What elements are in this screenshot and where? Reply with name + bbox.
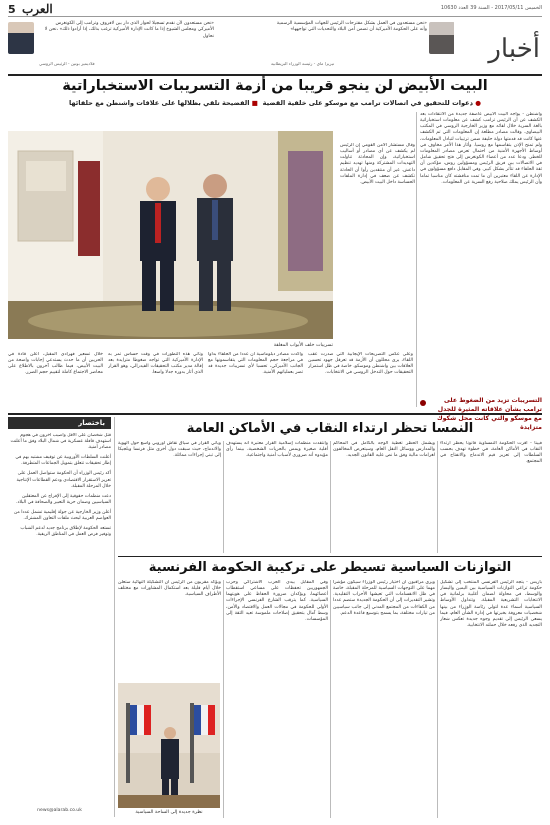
article3-column: ويرى مراقبون أن اختيار رئيس الوزراء سيكون مؤشرا مهما على التوجهات السياسية للمرحلة المقبلة، خاصة في ظل الانقسامات التي تعيشها الأحزاب التقليدية. وتشير التقديرات إلى أن الحكومة الجديدة ستضم عددا من الكفاءات من المجتمع المدني إلى جانب سياسيين من تيارات مختلفة، بما يسمح بتوسيع قاعدة الدعم. [333,580,435,616]
section-title: أخبار [488,34,540,64]
article2-column: فيينا - أقرت الحكومة النمساوية قانونا يحظر ارتداء النقاب في الأماكن العامة، في خطوة تهدف بحسب السلطات إلى تعزيز قيم الاندماج والانفتاح في المجتمع. [440,441,542,465]
pullquote-marker-icon [420,400,426,406]
contact-email[interactable]: news@alarab.co.uk [37,808,82,813]
column-divider [330,441,331,553]
page-header [8,3,542,17]
article3-photo [118,683,220,808]
portrait-left-avatar [8,22,34,54]
column-divider [416,112,417,407]
article2-headline: النمسا تحظر ارتداء النقاب في الأماكن العامة [186,421,474,436]
page-number: 5 [8,3,16,16]
column-divider [114,417,115,817]
article1-photo [8,131,333,339]
column-divider [330,580,331,818]
divider [8,413,542,415]
column-divider [223,580,224,818]
sidebar-title: باختصار [8,417,111,429]
article1-bottom-column: وأكدت مصادر دبلوماسية أن عددا من الحلفاء بدأوا في مراجعة حجم المعلومات التي يتقاسمونها مع الجانب الأميركي، تحسبا لأي تسريبات جديدة قد تضر بعملياتهم الأمنية. [208,352,303,376]
article3-column: وفي المقابل يبدي الحزب الاشتراكي وحزب الجمهوريين تحفظات على مساعي استقطاب أعضائهما، ويؤكدان ضرورة الحفاظ على هويتهما السياسية. كما يترقب الشارع الفرنسي الإجراءات الأولى للحكومة في مجالات العمل والاقتصاد والأمن، وسط آمال بتحقيق إصلاحات ملموسة تعيد الثقة إلى المؤسسات. [226,580,328,622]
article1-column-mid: وقال مستشار الأمن القومي إن الرئيس لم يكشف عن أي مصادر أو أساليب استخباراتية، وإن المحادثة تناولت التهديدات المشتركة ومنها تهديد تنظيم داعش. غير أن منتقدين رأوا أن الحادثة تكشف عن ضعف في إدارة الملفات الحساسة داخل البيت الأبيض. [340,143,415,185]
quote-right-name: تيريزا ماي - رئيسة الوزراء البريطانية [271,60,335,66]
brief-item: تستعد الحكومة لإطلاق برنامج جديد لدعم الشباب وتوفير فرص العمل في المناطق الريفية. [20,526,111,538]
article1-subhead-b: الفضيحة تلقي بظلالها على علاقات واشنطن مع حلفائها [68,99,250,107]
sidebar-briefs [8,433,111,818]
bullet-icon: ■ [251,99,259,107]
divider [118,556,542,557]
brief-item: أكد رئيس الوزراء أن الحكومة ستواصل العمل على تعزيز الاستقرار الاقتصادي ودعم القطاعات الإنتاجية خلال المرحلة المقبلة. [16,471,111,489]
quote-left-name: فلاديمير بوتين - الرئيس الروسي [39,60,95,66]
article1-photo-caption: تسريبات خلف الأبواب المغلقة [273,343,333,348]
article1-bottom-column: وتأتي هذه التطورات في وقت حساس تمر به الإدارة الأميركية التي تواجه ضغوطا متزايدة بعد إقالة مدير مكتب التحقيقات الفيدرالي، وهو القرار الذي أثار بدوره جدلا واسعا. [108,352,203,376]
quote-left [8,20,214,72]
article2-column: ويشمل الحظر تغطية الوجه بالكامل في المحاكم والمدارس ووسائل النقل العام، وسيتعرض المخالفون لغرامات مالية وفق ما نص عليه القانون الجديد. [333,441,435,459]
quote-left-text: «نحن مستعدون لأن نقدم تسجيلا لحوار الذي دار بين لافروف وترامب إلى الكونغرس الأميركي ومجلس الشيوخ إذا ما كانت الإدارة الأميركية ترغب بذلك، إذا أرادوا ذلك» ،نحن لا نحاول [44,21,214,39]
article1-pullquote: التسريبات تزيد من الضغوط على ترامب بشأن علاقاته المثيرة للجدل مع موسكو والتي كانت محل شكوك متزايدة [436,397,542,431]
column-divider [437,580,438,818]
brief-item: دعت منظمات حقوقية إلى الإفراج عن المعتقلين السياسيين وضمان حرية التعبير والصحافة في البلاد. [16,493,111,505]
article1-headline: البيت الأبيض لن ينجو قريبا من أزمة التسريبات الاستخباراتية [62,78,488,94]
article3-headline: التوازنات السياسية تسيطر على تركيبة الحكومة الفرنسية [148,560,512,575]
article1-bottom-column: خلال تسعير فهرادي المقبل، أعلن قادة في الحزبين أن ما حدث يستدعي إجابات واضحة من البيت الأبيض، فيما طالب آخرون بالاطلاع على محاضر الاجتماع كاملة لتقييم حجم الضرر. [8,352,103,376]
article3-column: ويؤكد مقربون من الرئيس أن التشكيلة النهائية ستعلن خلال أيام قليلة بعد استكمال المشاورات مع مختلف الأطراف السياسية. [118,580,221,598]
article2-column: وانتقدت منظمات إسلامية القرار معتبرة أنه يستهدف أقلية صغيرة ويمس بالحريات الشخصية، بينما رأى مؤيدوه أنه ضروري لأسباب أمنية واجتماعية. [226,441,328,459]
portrait-right-avatar [429,22,454,54]
column-divider [437,441,438,553]
column-divider [223,441,224,553]
brief-item: أعلن وزير الخارجية عن جولة إقليمية تشمل عددا من العواصم العربية لبحث ملفات التعاون المشترك. [13,509,111,522]
article3-column: باريس - يتجه الرئيس الفرنسي المنتخب إلى تشكيل حكومة تراعي التوازنات السياسية بين اليمين واليسار والوسط، في محاولة لضمان أغلبية برلمانية في الانتخابات التشريعية المقبلة. وتتداول الأوساط السياسية أسماء عدة لتولي رئاسة الوزراء من بينها شخصيات معروفة بخبرتها في إدارة الشأن العام، فيما يسعى الرئيس إلى تقديم وجوه جديدة تعكس شعار التجديد الذي رفعه خلال حملته الانتخابية. [440,580,542,629]
newspaper-logo: العرب [22,2,53,16]
quote-right-text: «نحن مستعدون في العمل بشكل مقترحات الرئيس للجهات المؤسسية الرسمية وأنه على الحكومة الأميركية أن تضمن أمن البلاد والتحديات التي تواجهها» [276,21,427,33]
article1-subhead-a: دعوات للتحقيق في اتصالات ترامب مع موسكو على خلفية القضية [262,99,473,107]
brief-item: قتل شخصان على الأقل وأصيب آخرون في هجوم استهدف قافلة عسكرية في شمال البلاد وفق ما أعلنت مصادر أمنية. [10,433,111,451]
article2-column: ويأتي القرار في سياق نقاش أوروبي واسع حول الهوية والاندماج، حيث سبقت دول أخرى مثل فرنسا وبلجيكا إلى تبني إجراءات مماثلة. [118,441,221,459]
bullet-icon: ● [475,99,482,107]
issue-line: الخميس 2017/05/11 - السنة 39 العدد 10630 [440,5,542,11]
divider [8,74,542,76]
article1-column-right: واشنطن - يواجه البيت الأبيض عاصفة جديدة من الانتقادات بعد الكشف عن أن الرئيس ترامب كشف عن معلومات استخباراتية بالغة السرية خلال لقائه مع وزير الخارجية الروسي في المكتب البيضاوي. وقالت مصادر مطلعة إن المعلومات التي تم الكشف عنها كانت قد قدمتها دولة حليفة ضمن ترتيبات لتبادل المعلومات، ولم تمنح الإذن بتقاسمها مع روسيا. وأثار هذا الأمر مخاوف في أوساط الأجهزة الأمنية من احتمال تعرض مصادر المعلومات للخطر. ودعا عدد من أعضاء الكونغرس إلى فتح تحقيق شامل في الاتصالات بين فريق الرئيس ومسؤولين روس، مؤكدين أن ثقة الحلفاء قد تتأثر بشكل كبير. وفي المقابل دافع مسؤولون في الإدارة عن اللقاء معتبرين أن ما تمت مناقشته كان مناسبا تماما وأن الرئيس يملك صلاحية رفع السرية عن المعلومات. [420,112,542,185]
quote-strip [8,20,542,72]
podium-photo-illustration [118,683,220,808]
article1-subheads [8,99,542,107]
quote-right [271,20,454,72]
meeting-photo-illustration [8,131,333,339]
brief-item: أعلنت السلطات الأوروبية عن توقيف مشتبه بهم في إطار تحقيقات تتعلق بتمويل الجماعات المتطرفة. [15,455,111,467]
article3-photo-caption: نظرة جديدة إلى الساحة السياسية [135,810,203,815]
article1-bottom-column: وعلى عكس التصريحات الإيجابية التي صدرت عقب اللقاء، يرى محللون أن الأزمة قد تعرقل جهود تحسين العلاقات بين واشنطن وموسكو، خاصة في ظل استمرار التحقيقات حول التدخل الروسي في الانتخابات. [308,352,413,376]
